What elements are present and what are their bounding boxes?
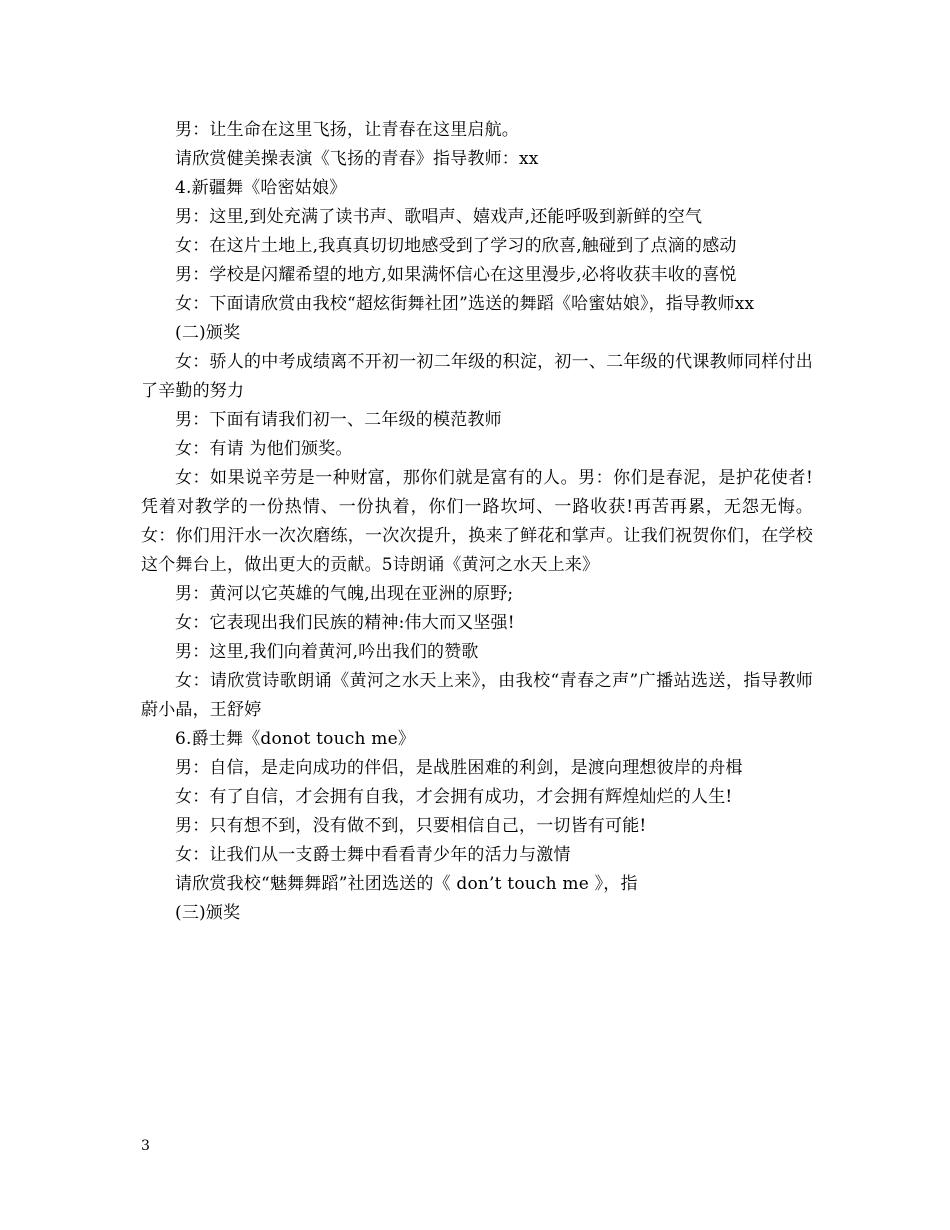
paragraph: 男：这里,到处充满了读书声、歌唱声、嬉戏声,还能呼吸到新鲜的空气 <box>175 207 703 227</box>
paragraph: 女：在这片土地上,我真真切切地感受到了学习的欣喜,触碰到了点滴的感动 <box>175 236 737 256</box>
section-heading: 6.爵士舞《donot touch me》 <box>175 729 416 749</box>
paragraph: 女：请欣赏诗歌朗诵《黄河之水天上来》，由我校“青春之声”广播站选送，指导教师蔚小晶，王舒婷 <box>141 671 813 720</box>
paragraph: 女：有了自信，才会拥有自我，才会拥有成功，才会拥有辉煌灿烂的人生! <box>175 787 733 807</box>
paragraph: 请欣赏健美操表演《飞扬的青春》指导教师：xx <box>175 149 539 169</box>
paragraph: 男：只有想不到，没有做不到，只要相信自己，一切皆有可能! <box>175 816 647 836</box>
paragraph: 男：学校是闪耀希望的地方,如果满怀信心在这里漫步,必将收获丰收的喜悦 <box>175 265 737 285</box>
paragraph: 男：下面有请我们初一、二年级的模范教师 <box>175 410 502 430</box>
section-heading: 4.新疆舞《哈密姑娘》 <box>175 178 347 198</box>
paragraph: 女：骄人的中考成绩离不开初一初二年级的积淀，初一、二年级的代课教师同样付出了辛勤的努力 <box>141 352 813 401</box>
paragraph: 请欣赏我校“魅舞舞蹈”社团选送的《 don’t touch me 》，指 <box>175 874 638 894</box>
paragraph: 女：下面请欣赏由我校“超炫街舞社团”选送的舞蹈《哈蜜姑娘》，指导教师xx <box>175 294 755 314</box>
paragraph: 女：它表现出我们民族的精神:伟大而又坚强! <box>175 613 515 633</box>
paragraph: 女：如果说辛劳是一种财富，那你们就是富有的人。男：你们是春泥，是护花使者!凭着对教学的一份热情、一份执着，你们一路坎坷、一路收获!再苦再累，无怨无悔。女：你们用汗水一次次磨练，一次次提升，换来了鲜花和掌声。让我们祝贺你们，在学校这个舞台上，做出更大的贡献。5诗朗诵《黄河之水天上来》 <box>141 468 813 575</box>
section-heading: (三)颁奖 <box>175 903 241 923</box>
document-body <box>141 116 813 928</box>
paragraph: 男：让生命在这里飞扬，让青春在这里启航。 <box>175 120 519 140</box>
page-number: 3 <box>141 1138 150 1154</box>
paragraph: 男：自信，是走向成功的伴侣，是战胜困难的利剑，是渡向理想彼岸的舟楫 <box>175 758 743 778</box>
paragraph: 女：让我们从一支爵士舞中看看青少年的活力与激情 <box>175 845 571 865</box>
paragraph: 女：有请 为他们颁奖。 <box>175 439 353 459</box>
paragraph: 男：这里,我们向着黄河,吟出我们的赞歌 <box>175 642 479 662</box>
paragraph: 男：黄河以它英雄的气魄,出现在亚洲的原野; <box>175 584 514 604</box>
section-heading: (二)颁奖 <box>175 323 241 343</box>
